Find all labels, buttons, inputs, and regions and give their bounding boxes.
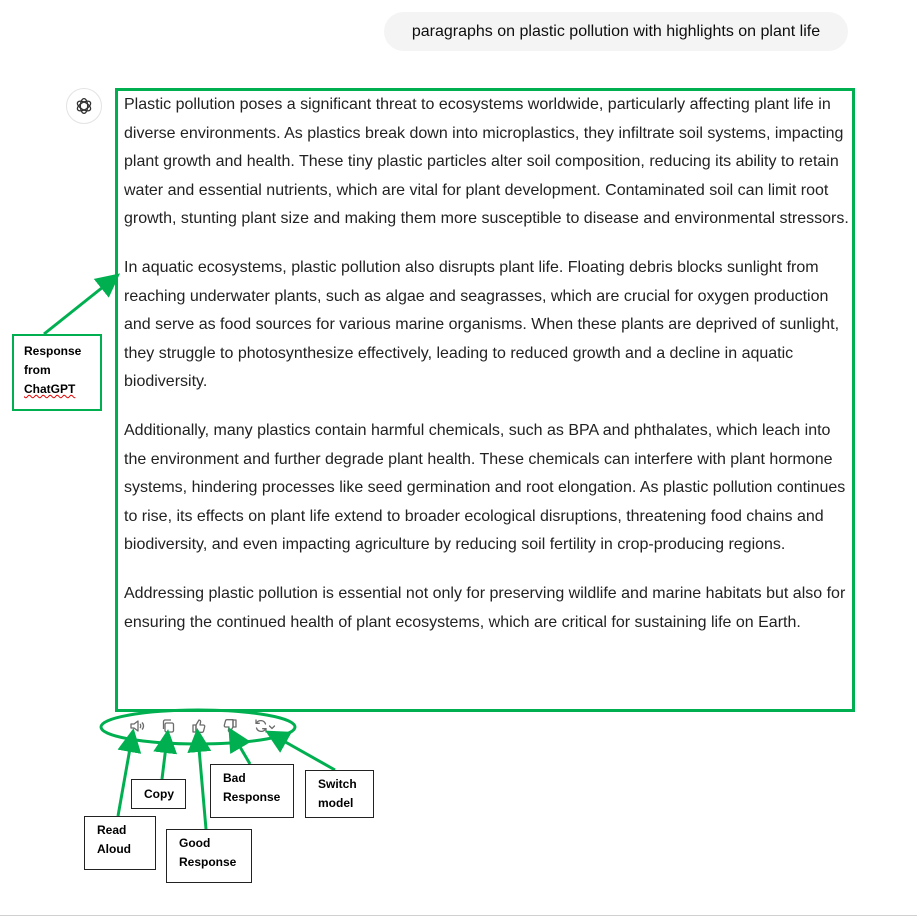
good-response-arrow	[198, 737, 206, 829]
chevron-down-icon	[270, 726, 275, 729]
assistant-avatar	[66, 88, 102, 124]
user-message-text: paragraphs on plastic pollution with highlights on plant life	[411, 22, 821, 40]
callout-read-aloud: Read Aloud	[84, 816, 156, 870]
refresh-icon	[253, 718, 277, 734]
response-arrow	[44, 279, 113, 334]
switch-model-button[interactable]	[250, 715, 280, 737]
response-paragraph: In aquatic ecosystems, plastic pollution also disrupts plant life. Floating debris blocks sunlight from reaching underwater plants, such as algae and seagrasses, which are crucial for oxygen production and serve as food sources for various marine organisms. When these plants are deprived of sunlight, they struggle to photosynthesize effectively, leading to reduced growth and a decline in aquatic biodiversity.	[124, 258, 840, 391]
openai-logo-icon	[73, 95, 95, 117]
callout-switch-model: Switch model	[305, 770, 374, 818]
read-aloud-button[interactable]	[126, 715, 148, 737]
assistant-response	[124, 91, 850, 657]
callout-response-from-chatgpt: Response from ChatGPT	[12, 334, 102, 411]
thumbs-down-icon	[222, 718, 238, 734]
copy-button[interactable]	[157, 715, 179, 737]
callout-good-response: Good Response	[166, 829, 252, 883]
bad-response-button[interactable]	[219, 715, 241, 737]
thumbs-up-icon	[191, 718, 207, 734]
response-actions	[120, 712, 301, 740]
good-response-button[interactable]	[188, 715, 210, 737]
response-paragraph: Additionally, many plastics contain harmful chemicals, such as BPA and phthalates, which leach into the environment and further degrade plant health. These chemicals can interfere with plant hormone systems, hindering processes like seed germination and root elongation. As plastic pollution continues to rise, its effects on plant life extend to broader ecological disruptions, threatening food chains and biodiversity, and even impacting agriculture by reducing soil fertility in crop-producing regions.	[124, 421, 846, 554]
copy-arrow	[162, 738, 167, 779]
read-aloud-arrow	[118, 737, 132, 816]
copy-icon	[160, 718, 176, 734]
speaker-icon	[129, 718, 145, 734]
response-paragraph: Addressing plastic pollution is essential not only for preserving wildlife and marine habitats but also for ensuring the continued health of plant ecosystems, which are critical for sustaining life on Earth.	[124, 584, 846, 631]
response-paragraph: Plastic pollution poses a significant threat to ecosystems worldwide, particularly affecting plant life in diverse environments. As plastics break down into microplastics, they infiltrate soil systems, impacting plant growth and health. These tiny plastic particles alter soil composition, reducing its ability to retain water and essential nutrients, which are vital for plant development. Contaminated soil can limit root growth, stunting plant size and making them more susceptible to disease and environmental stressors.	[124, 96, 849, 228]
user-message-bubble	[384, 12, 848, 51]
callout-copy: Copy	[131, 779, 186, 809]
page-divider	[0, 915, 917, 916]
callout-bad-response: Bad Response	[210, 764, 294, 818]
